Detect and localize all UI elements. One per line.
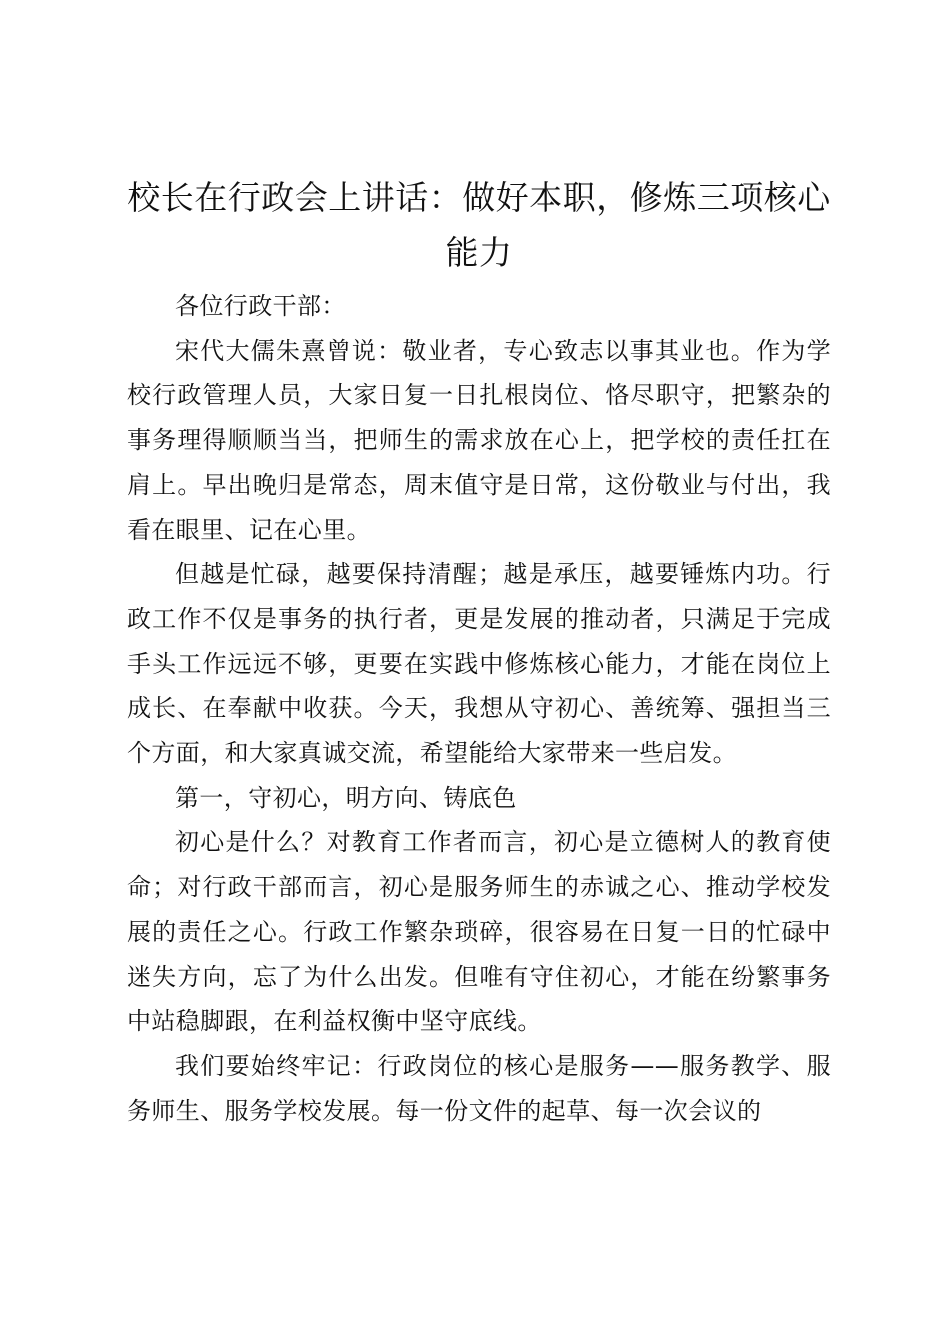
paragraph-overview: 但越是忙碌，越要保持清醒；越是承压，越要锤炼内功。行政工作不仅是事务的执行者，更是发展的推动者，只满足于完成手头工作远远不够，更要在实践中修炼核心能力，才能在岗位上成长、在奉献中收获。今天，我想从守初心、善统筹、强担当三个方面，和大家真诚交流，希望能给大家带来一些启发。 (127, 560, 831, 768)
section-heading-first: 第一，守初心，明方向、铸底色 (175, 783, 517, 812)
paragraph-service: 我们要始终牢记：行政岗位的核心是服务——服务教学、服务师生、服务学校发展。每一份文件的起草、每一次会议的 (127, 1051, 831, 1125)
document-body (127, 284, 831, 1133)
document-content (127, 170, 831, 1133)
paragraph-intro: 宋代大儒朱熹曾说：敬业者，专心致志以事其业也。作为学校行政管理人员，大家日复一日扎根岗位、恪尽职守，把繁杂的事务理得顺顺当当，把师生的需求放在心上，把学校的责任扛在肩上。早出晚归是常态，周末值守是日常，这份敬业与付出，我看在眼里、记在心里。 (127, 336, 831, 544)
paragraph-initial-mission: 初心是什么？对教育工作者而言，初心是立德树人的教育使命；对行政干部而言，初心是服务师生的赤诚之心、推动学校发展的责任之心。行政工作繁杂琐碎，很容易在日复一日的忙碌中迷失方向，忘了为什么出发。但唯有守住初心，才能在纷繁事务中站稳脚跟，在利益权衡中坚守底线。 (127, 828, 831, 1036)
document-title: 校长在行政会上讲话：做好本职，修炼三项核心能力 (127, 178, 831, 272)
paragraph-salutation: 各位行政干部： (175, 292, 346, 320)
